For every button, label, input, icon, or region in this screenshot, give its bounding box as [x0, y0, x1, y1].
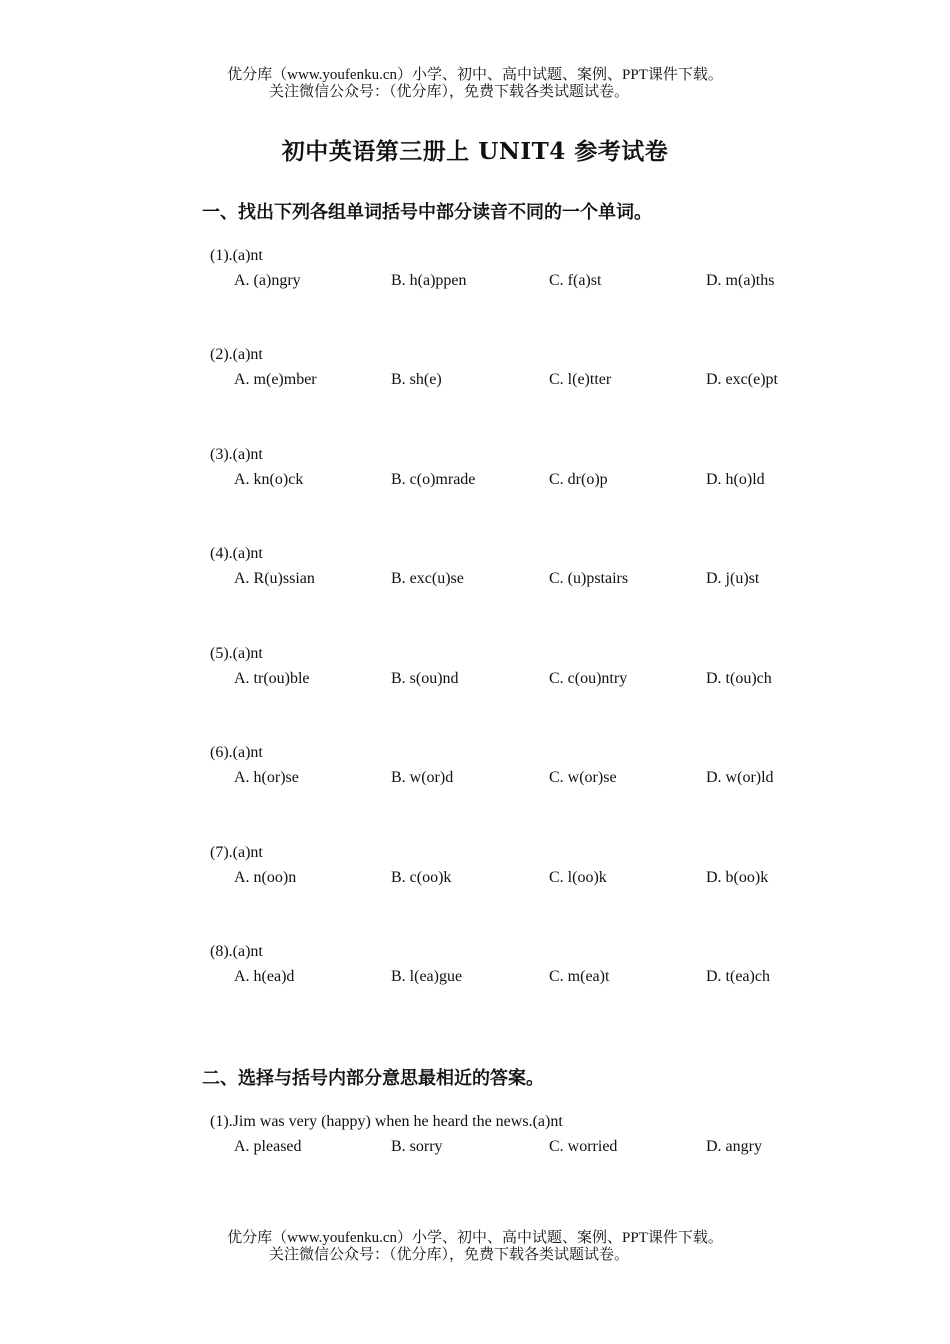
page-header — [0, 67, 950, 101]
option-d: D. exc(e)pt — [706, 371, 778, 388]
option-b: B. c(oo)k — [391, 869, 452, 886]
option-d: D. m(a)ths — [706, 272, 775, 289]
option-c: C. l(oo)k — [549, 869, 607, 886]
option-d: D. angry — [706, 1138, 762, 1155]
option-c: C. worried — [549, 1138, 618, 1155]
option-c: C. w(or)se — [549, 769, 617, 786]
option-d: D. w(or)ld — [706, 769, 774, 786]
question-1-8-stem: (8).(a)nt — [210, 943, 263, 960]
document-title: 初中英语第三册上 UNIT4 参考试卷 — [281, 138, 669, 165]
option-d: D. h(o)ld — [706, 471, 765, 488]
option-a: A. pleased — [234, 1138, 302, 1155]
question-1-5-stem: (5).(a)nt — [210, 645, 263, 662]
question-1-7-stem: (7).(a)nt — [210, 844, 263, 861]
section-1-heading: 一、找出下列各组单词括号中部分读音不同的一个单词。 — [202, 202, 652, 223]
question-2-1-stem: (1).Jim was very (happy) when he heard the news.(a)nt — [210, 1113, 563, 1130]
question-2-1-options — [234, 1138, 874, 1160]
option-b: B. c(o)mrade — [391, 471, 476, 488]
option-a: A. h(or)se — [234, 769, 299, 786]
option-c: C. (u)pstairs — [549, 570, 629, 587]
option-b: B. sorry — [391, 1138, 443, 1155]
option-a: A. n(oo)n — [234, 869, 297, 886]
option-b: B. w(or)d — [391, 769, 454, 786]
option-b: B. h(a)ppen — [391, 272, 467, 289]
section-2-heading: 二、选择与括号内部分意思最相近的答案。 — [202, 1068, 544, 1089]
option-a: A. h(ea)d — [234, 968, 295, 985]
option-b: B. sh(e) — [391, 371, 442, 388]
option-d: D. j(u)st — [706, 570, 760, 587]
option-a: A. kn(o)ck — [234, 471, 304, 488]
option-a: A. (a)ngry — [234, 272, 301, 289]
option-b: B. s(ou)nd — [391, 670, 459, 687]
question-1-5-options — [234, 670, 874, 692]
question-1-7-options — [234, 869, 874, 891]
question-1-4-options — [234, 570, 874, 592]
question-1-6-stem: (6).(a)nt — [210, 744, 263, 761]
page-footer — [0, 1230, 950, 1264]
option-a: A. R(u)ssian — [234, 570, 315, 587]
option-a: A. m(e)mber — [234, 371, 317, 388]
option-d: D. t(ou)ch — [706, 670, 772, 687]
question-1-2-options — [234, 371, 874, 393]
question-1-1-options — [234, 272, 874, 294]
option-c: C. f(a)st — [549, 272, 602, 289]
question-1-4-stem: (4).(a)nt — [210, 545, 263, 562]
header-line-1: 优分库（www.youfenku.cn）小学、初中、高中试题、案例、PPT课件下载。 — [227, 67, 723, 83]
question-1-3-stem: (3).(a)nt — [210, 446, 263, 463]
option-b: B. l(ea)gue — [391, 968, 463, 985]
option-d: D. t(ea)ch — [706, 968, 770, 985]
question-1-8-options — [234, 968, 874, 990]
question-1-6-options — [234, 769, 874, 791]
option-c: C. c(ou)ntry — [549, 670, 628, 687]
footer-line-2: 关注微信公众号：（优分库），免费下载各类试题试卷。 — [268, 1247, 629, 1263]
option-c: C. m(ea)t — [549, 968, 610, 985]
option-d: D. b(oo)k — [706, 869, 769, 886]
question-1-1-stem: (1).(a)nt — [210, 247, 263, 264]
question-1-3-options — [234, 471, 874, 493]
question-1-2-stem: (2).(a)nt — [210, 346, 263, 363]
header-line-2: 关注微信公众号：（优分库），免费下载各类试题试卷。 — [268, 84, 629, 100]
footer-line-1: 优分库（www.youfenku.cn）小学、初中、高中试题、案例、PPT课件下载。 — [227, 1230, 723, 1246]
option-a: A. tr(ou)ble — [234, 670, 310, 687]
option-c: C. l(e)tter — [549, 371, 612, 388]
option-b: B. exc(u)se — [391, 570, 464, 587]
option-c: C. dr(o)p — [549, 471, 608, 488]
